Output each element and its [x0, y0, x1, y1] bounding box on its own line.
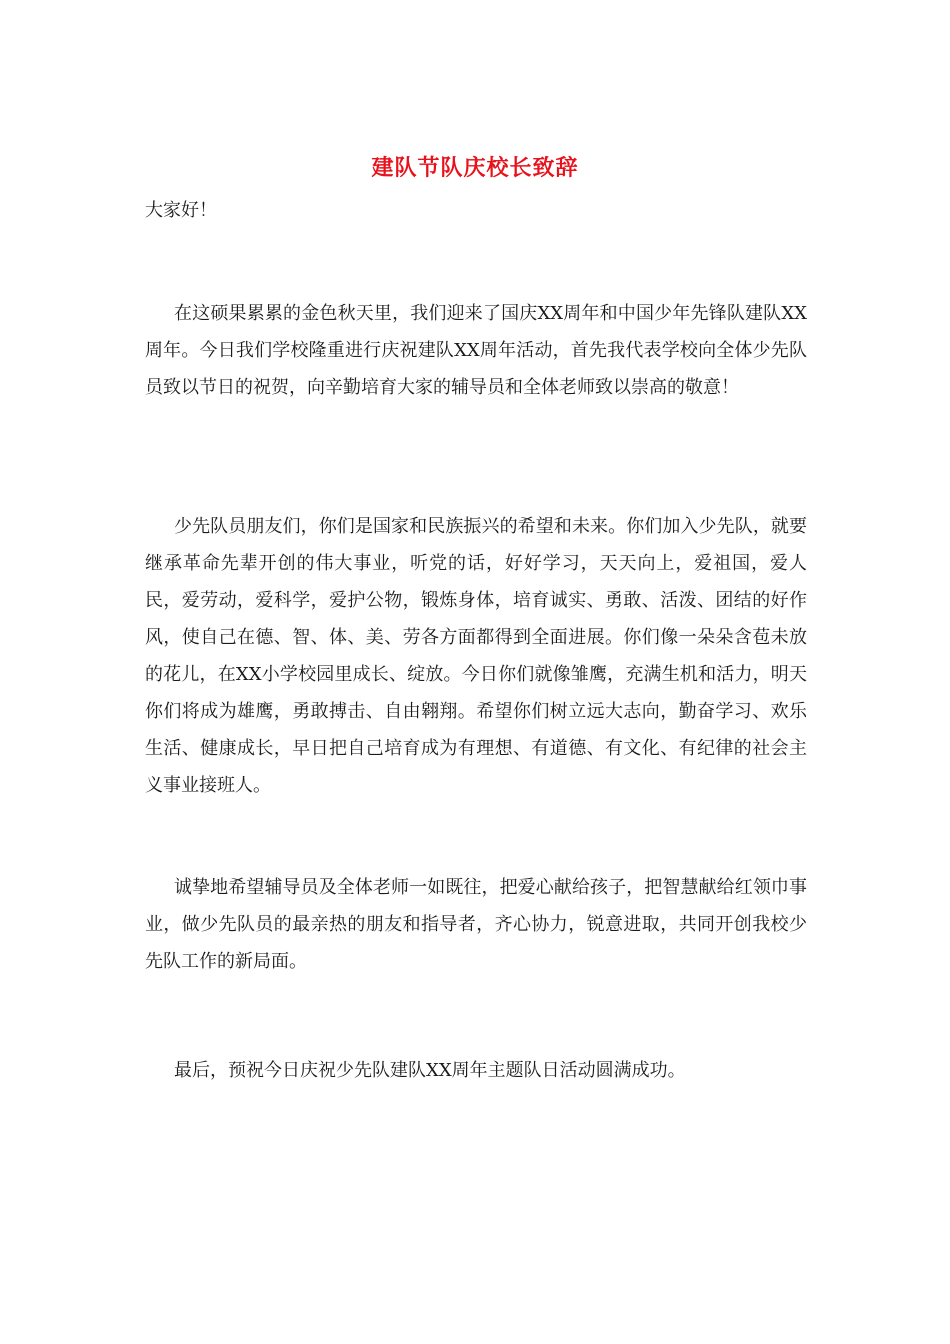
greeting-line: 大家好！: [145, 200, 217, 221]
paragraph-3: 诚挚地希望辅导员及全体老师一如既往，把爱心献给孩子，把智慧献给红领巾事业，做少先队员的最亲热的朋友和指导者，齐心协力，锐意进取，共同开创我校少先队工作的新局面。: [145, 877, 807, 972]
paragraph-2: 少先队员朋友们，你们是国家和民族振兴的希望和未来。你们加入少先队，就要继承革命先辈开创的伟大事业，听党的话，好好学习，天天向上，爱祖国，爱人民，爱劳动，爱科学，爱护公物，锻炼身体，培育诚实、勇敢、活泼、团结的好作风，使自己在德、智、体、美、劳各方面都得到全面进展。你们像一朵朵含苞未放的花儿，在XX小学校园里成长、绽放。今日你们就像雏鹰，充满生机和活力，明天你们将成为雄鹰，勇敢搏击、自由翱翔。希望你们树立远大志向，勤奋学习、欢乐生活、健康成长，早日把自己培育成为有理想、有道德、有文化、有纪律的社会主义事业接班人。: [145, 516, 807, 796]
document-title: 建队节队庆校长致辞: [371, 155, 579, 181]
paragraph-1: 在这硕果累累的金色秋天里，我们迎来了国庆XX周年和中国少年先锋队建队XX周年。今日我们学校隆重进行庆祝建队XX周年活动，首先我代表学校向全体少先队员致以节日的祝贺，向辛勤培育大家的辅导员和全体老师致以崇高的敬意！: [145, 303, 807, 398]
paragraph-4: 最后，预祝今日庆祝少先队建队XX周年主题队日活动圆满成功。: [174, 1060, 686, 1081]
